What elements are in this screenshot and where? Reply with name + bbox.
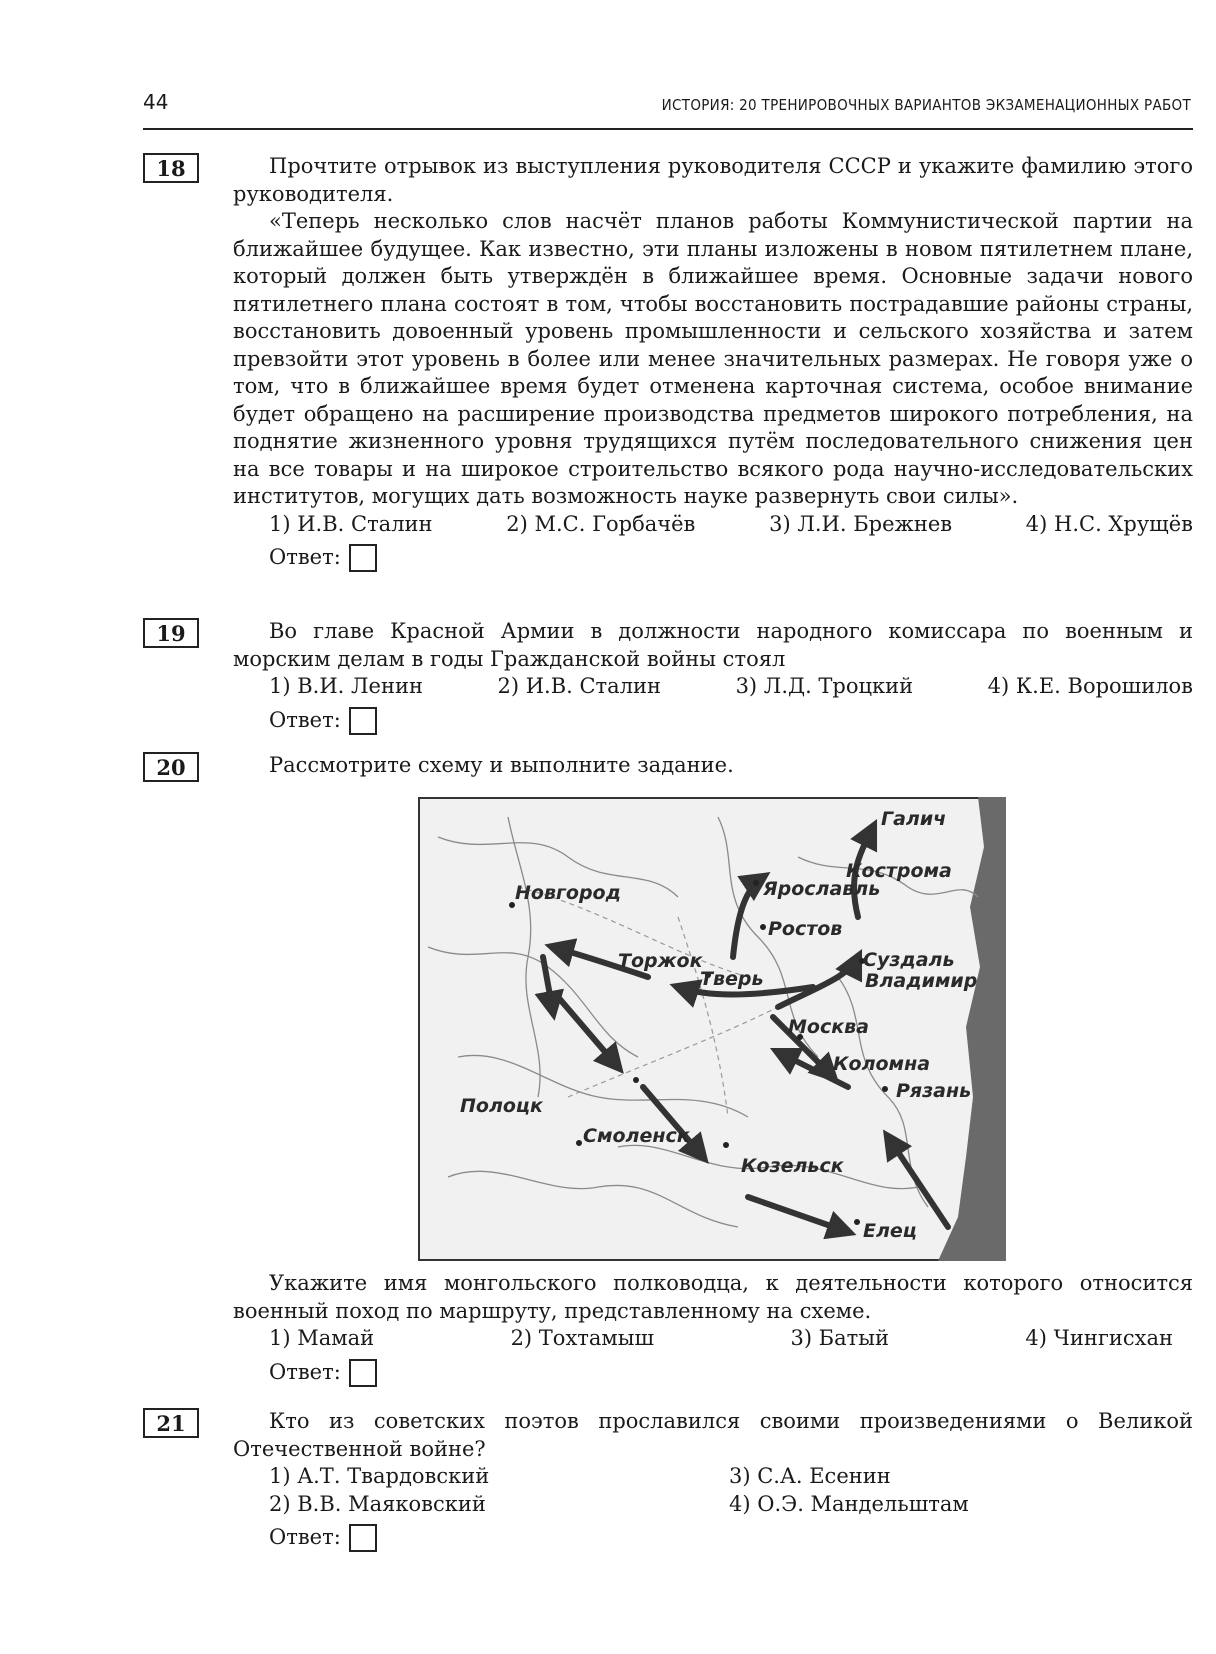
option-1[interactable]: 1) А.Т. Твардовский xyxy=(269,1464,490,1488)
option-2[interactable]: 2) М.С. Горбачёв xyxy=(506,511,696,536)
answer-box[interactable] xyxy=(349,544,377,572)
answer-row xyxy=(233,1520,1193,1556)
label-vladimir: Владимир xyxy=(865,970,978,992)
task-number: 20 xyxy=(143,752,199,782)
label-torzhok: Торжок xyxy=(618,950,703,972)
task-21 xyxy=(143,1408,1193,1556)
option-3[interactable]: 3) Л.И. Брежнев xyxy=(769,511,953,536)
answer-box[interactable] xyxy=(349,707,377,735)
option-4[interactable]: 4) Н.С. Хрущёв xyxy=(1025,511,1193,536)
label-kozelsk: Козельск xyxy=(741,1155,844,1177)
options-list xyxy=(233,673,1193,701)
option-4[interactable]: 4) К.Е. Ворошилов xyxy=(987,674,1193,698)
task-number: 19 xyxy=(143,618,199,648)
question-text: Укажите имя монгольского полководца, к деятельности которого относится военный поход по маршруту, представленному на схеме. xyxy=(233,1271,1193,1323)
label-novgorod: Новгород xyxy=(515,882,621,904)
options-list xyxy=(233,511,1193,539)
quote-text: «Теперь несколько слов насчёт планов работы Коммунистической партии на ближайшее будущее. Как известно, эти планы изложены в новом пятилетнем плане, который должен быть утверждён в ближайшее время. Основные задачи нового пятилетнего плана состоят в том, чтобы восстановить пострадавшие районы страны, восстановить довоенный уровень промышленности и сельского хозяйства и затем превзойти этот уровень в более или менее значительных размерах. Не говоря уже о том, что в ближайшее время будет отменена карточная система, особое внимание будет обращено на расширение производства предметов широкого потребления, на поднятие жизненного уровня трудящихся путём последовательного снижения цен на все товары и на широкое строительство всякого рода научно-исследовательских институтов, могущих дать возможность науке развернуть свои силы». xyxy=(233,209,1193,508)
answer-box[interactable] xyxy=(349,1524,377,1552)
question-text: Во главе Красной Армии в должности народного комиссара по военным и морским делам в годы Гражданской войны стоял xyxy=(233,619,1193,671)
label-smolensk: Смоленск xyxy=(583,1125,690,1147)
option-3[interactable]: 3) Л.Д. Троцкий xyxy=(735,674,914,698)
option-2[interactable]: 2) В.В. Маяковский xyxy=(269,1491,486,1516)
label-polotsk: Полоцк xyxy=(460,1095,543,1117)
option-1[interactable]: 1) Мамай xyxy=(269,1326,375,1350)
task-19 xyxy=(143,618,1193,739)
task-20 xyxy=(143,752,1193,780)
answer-label: Ответ: xyxy=(269,1359,341,1384)
label-ryazan: Рязань xyxy=(896,1080,972,1102)
task-20-question xyxy=(143,1270,1193,1391)
option-4[interactable]: 4) О.Э. Мандельштам xyxy=(729,1491,969,1516)
option-2[interactable]: 2) И.В. Сталин xyxy=(497,674,662,698)
label-tver: Тверь xyxy=(700,968,764,990)
task-number: 21 xyxy=(143,1408,199,1438)
label-elets: Елец xyxy=(863,1220,917,1242)
campaign-map xyxy=(418,797,1006,1261)
label-moskva: Москва xyxy=(788,1016,869,1038)
option-2[interactable]: 2) Тохтамыш xyxy=(510,1326,654,1350)
label-kostroma: Кострома xyxy=(846,860,952,882)
label-yaroslavl: Ярославль xyxy=(763,878,881,900)
option-1[interactable]: 1) И.В. Сталин xyxy=(269,511,433,536)
label-suzdal: Суздаль xyxy=(863,949,955,971)
answer-row xyxy=(233,703,1193,739)
answer-label: Ответ: xyxy=(269,545,341,570)
label-galich: Галич xyxy=(881,808,947,830)
answer-box[interactable] xyxy=(349,1359,377,1387)
page-number: 44 xyxy=(143,90,169,114)
answer-label: Ответ: xyxy=(269,1525,341,1550)
option-4[interactable]: 4) Чингисхан xyxy=(1025,1326,1173,1350)
question-text: Прочтите отрывок из выступления руководителя СССР и укажите фамилию этого руководителя. xyxy=(233,154,1193,206)
options-list xyxy=(233,1325,1193,1353)
task-18 xyxy=(143,153,1193,576)
option-3[interactable]: 3) С.А. Есенин xyxy=(729,1464,891,1488)
option-3[interactable]: 3) Батый xyxy=(790,1326,889,1350)
question-text: Кто из советских поэтов прославился своими произведениями о Великой Отечественной войне? xyxy=(233,1409,1193,1461)
options-list xyxy=(233,1463,1193,1518)
intro-text: Рассмотрите схему и выполните задание. xyxy=(269,753,734,777)
answer-row xyxy=(233,1355,1193,1391)
page-header xyxy=(143,90,1193,130)
label-kolomna: Коломна xyxy=(833,1053,931,1075)
running-title: ИСТОРИЯ: 20 ТРЕНИРОВОЧНЫХ ВАРИАНТОВ ЭКЗАМЕНАЦИОННЫХ РАБОТ xyxy=(661,96,1191,114)
answer-row xyxy=(233,540,1193,576)
answer-label: Ответ: xyxy=(269,707,341,732)
task-number: 18 xyxy=(143,153,199,183)
label-rostov: Ростов xyxy=(768,918,843,940)
option-1[interactable]: 1) В.И. Ленин xyxy=(269,674,423,698)
